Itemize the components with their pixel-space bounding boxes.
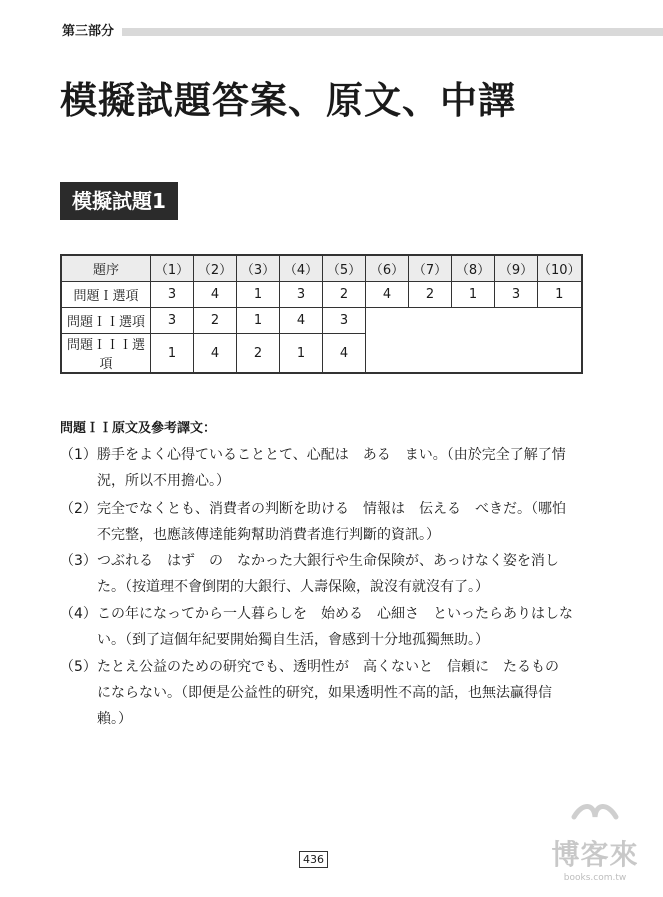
item-text: この年になってから一人暮らしを 始める 心細さ といったらありはしな bbox=[97, 606, 573, 622]
table-cell: 3 bbox=[323, 308, 366, 334]
table-header-row bbox=[61, 255, 582, 282]
column-header: （4） bbox=[280, 255, 323, 282]
column-header: （8） bbox=[452, 255, 495, 282]
question-item bbox=[60, 496, 566, 548]
item-text: にならない。（即便是公益性的研究，如果透明性不高的話，也無法贏得信 bbox=[97, 685, 552, 701]
item-text: つぶれる はず の なかった大銀行や生命保険が、あっけなく姿を消し bbox=[97, 553, 559, 569]
column-header: （7） bbox=[409, 255, 452, 282]
item-number: （4） bbox=[60, 606, 97, 622]
item-number: （1） bbox=[60, 447, 97, 463]
answer-table bbox=[60, 254, 583, 374]
table-cell: 1 bbox=[280, 334, 323, 374]
column-header: （3） bbox=[237, 255, 280, 282]
item-text: 完全でなくとも、消費者の判断を助ける 情報は 伝える べきだ。（哪怕 bbox=[97, 501, 566, 517]
question-item bbox=[60, 548, 559, 600]
table-row bbox=[61, 334, 582, 374]
header-bar bbox=[102, 28, 663, 36]
table-cell: 3 bbox=[495, 282, 538, 308]
row-label: 問題ＩＩＩ選項 bbox=[61, 334, 151, 374]
row-label: 問題ＩＩ選項 bbox=[61, 308, 151, 334]
question-item bbox=[60, 442, 566, 494]
page-title: 模擬試題答案、原文、中譯 bbox=[60, 79, 516, 122]
table-cell: 2 bbox=[194, 308, 237, 334]
watermark-logo-icon bbox=[570, 799, 620, 835]
empty-cell bbox=[366, 308, 582, 334]
table-cell: 1 bbox=[151, 334, 194, 374]
table-row bbox=[61, 282, 582, 308]
table-cell: 4 bbox=[323, 334, 366, 374]
table-cell: 2 bbox=[409, 282, 452, 308]
table-cell: 1 bbox=[452, 282, 495, 308]
table-cell: 2 bbox=[237, 334, 280, 374]
table-cell: 1 bbox=[538, 282, 582, 308]
column-header: （1） bbox=[151, 255, 194, 282]
watermark-url: books.com.tw bbox=[563, 873, 627, 883]
item-text: 勝手をよく心得ていることとて、心配は ある まい。（由於完全了解了情 bbox=[97, 447, 566, 463]
table-cell: 4 bbox=[366, 282, 409, 308]
table-cell: 4 bbox=[194, 282, 237, 308]
table-cell: 4 bbox=[280, 308, 323, 334]
section-heading: 問題ＩＩ原文及參考譯文： bbox=[60, 421, 217, 436]
item-text: 不完整，也應該傳達能夠幫助消費者進行判斷的資訊。） bbox=[97, 527, 440, 543]
table-row bbox=[61, 308, 582, 334]
table-cell: 3 bbox=[151, 308, 194, 334]
column-header: （6） bbox=[366, 255, 409, 282]
column-header: （2） bbox=[194, 255, 237, 282]
item-number: （2） bbox=[60, 501, 97, 517]
section-label: 第三部分 bbox=[62, 22, 122, 42]
item-text: い。（到了這個年紀要開始獨自生活，會感到十分地孤獨無助。） bbox=[97, 632, 489, 648]
item-text: 賴。） bbox=[97, 711, 132, 727]
page-number: 436 bbox=[299, 851, 328, 868]
empty-cell bbox=[366, 334, 582, 374]
item-number: （5） bbox=[60, 659, 97, 675]
item-text: た。（按道理不會倒閉的大銀行、人壽保險，說沒有就沒有了。） bbox=[97, 579, 489, 595]
table-cell: 2 bbox=[323, 282, 366, 308]
item-text: たとえ公益のための研究でも、透明性が 高くないと 信頼に たるもの bbox=[97, 659, 559, 675]
row-label: 問題Ｉ選項 bbox=[61, 282, 151, 308]
column-header: （5） bbox=[323, 255, 366, 282]
table-cell: 1 bbox=[237, 308, 280, 334]
item-text: 況，所以不用擔心。） bbox=[97, 473, 230, 489]
column-header: （10） bbox=[538, 255, 582, 282]
question-item bbox=[60, 601, 573, 653]
table-cell: 3 bbox=[280, 282, 323, 308]
table-cell: 1 bbox=[237, 282, 280, 308]
test-label: 模擬試題1 bbox=[60, 182, 178, 220]
watermark bbox=[540, 795, 650, 885]
page-header bbox=[62, 22, 663, 42]
watermark-text: 博客來 bbox=[551, 838, 639, 871]
table-cell: 3 bbox=[151, 282, 194, 308]
table-header-cell: 題序 bbox=[61, 255, 151, 282]
item-number: （3） bbox=[60, 553, 97, 569]
question-item bbox=[60, 654, 559, 732]
table-cell: 4 bbox=[194, 334, 237, 374]
column-header: （9） bbox=[495, 255, 538, 282]
